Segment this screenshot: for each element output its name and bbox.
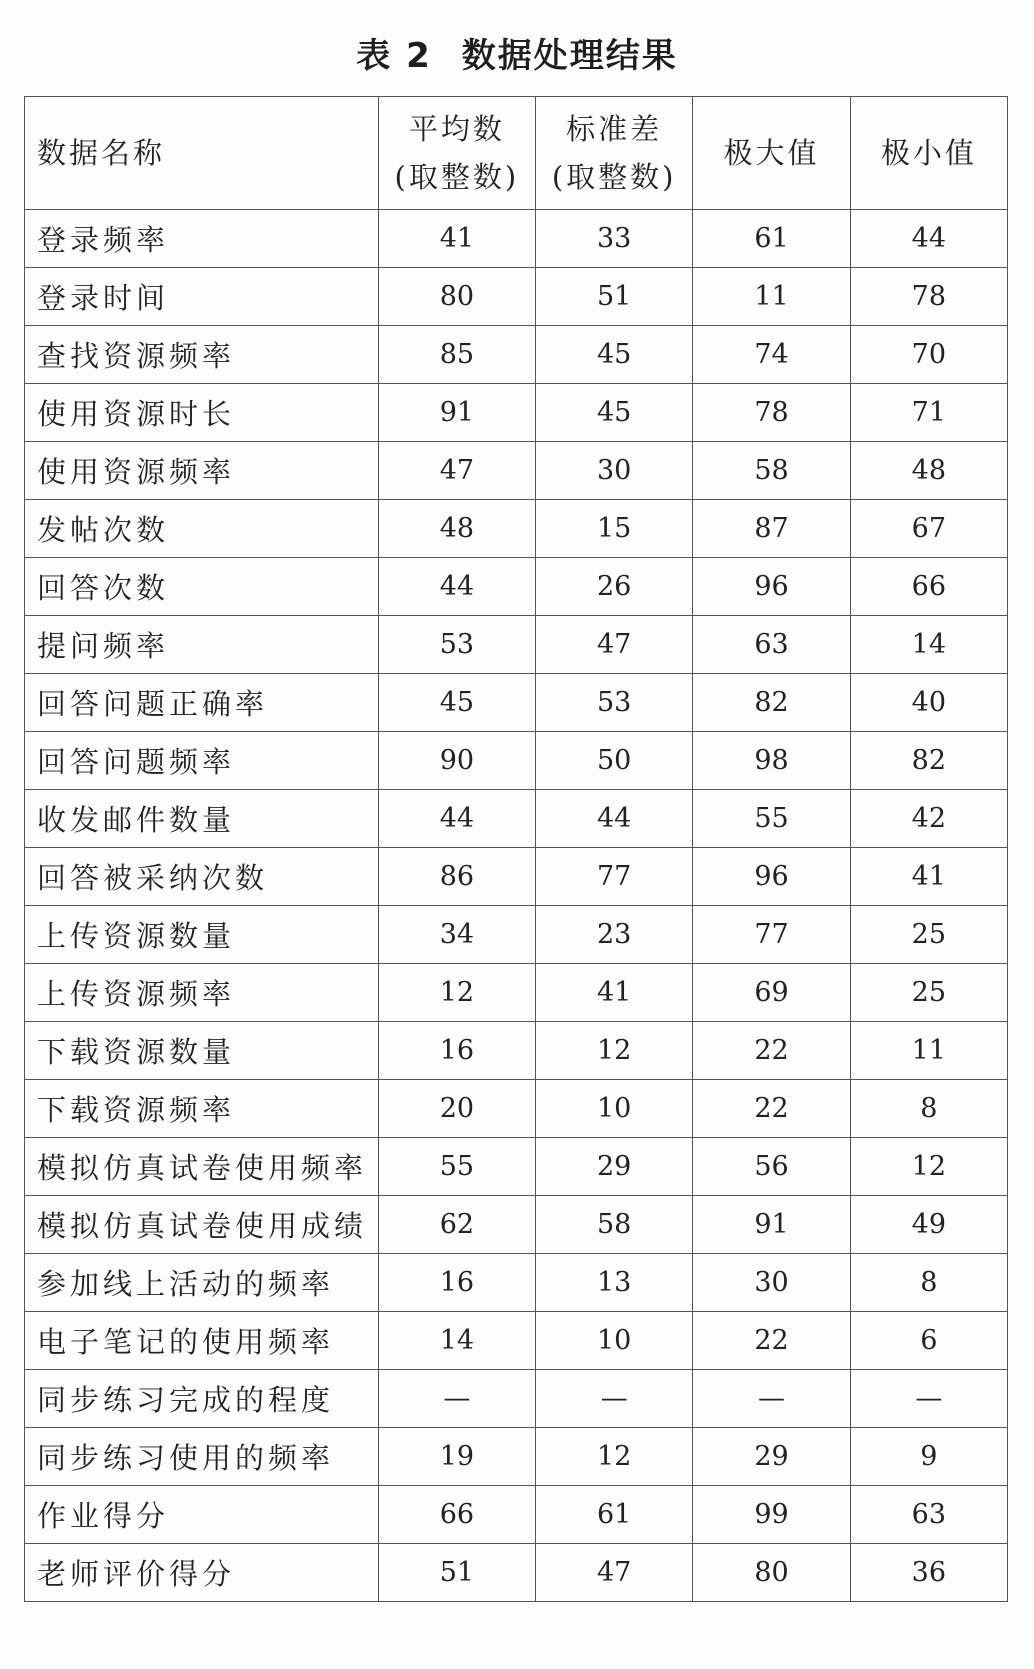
cell-max: 82 — [693, 674, 850, 732]
cell-std: — — [536, 1370, 693, 1428]
header-min: 极小值 — [850, 97, 1007, 210]
cell-std: 50 — [536, 732, 693, 790]
table-row — [25, 384, 1008, 442]
header-max: 极大值 — [693, 97, 850, 210]
cell-std: 58 — [536, 1196, 693, 1254]
cell-name: 使用资源频率 — [25, 442, 379, 500]
cell-max: 80 — [693, 1544, 850, 1602]
cell-max: 96 — [693, 848, 850, 906]
cell-max: 99 — [693, 1486, 850, 1544]
cell-name: 模拟仿真试卷使用成绩 — [25, 1196, 379, 1254]
cell-max: 69 — [693, 964, 850, 1022]
cell-mean: 19 — [378, 1428, 535, 1486]
table-row — [25, 674, 1008, 732]
cell-std: 77 — [536, 848, 693, 906]
header-row — [25, 97, 1008, 210]
table-row — [25, 210, 1008, 268]
cell-mean: 44 — [378, 790, 535, 848]
table-row — [25, 442, 1008, 500]
cell-name: 同步练习使用的频率 — [25, 1428, 379, 1486]
header-mean-line1: 平均数 — [408, 112, 505, 146]
cell-mean: 34 — [378, 906, 535, 964]
cell-max: 58 — [693, 442, 850, 500]
table-title: 数据处理结果 — [461, 36, 678, 76]
cell-mean: 62 — [378, 1196, 535, 1254]
cell-max: 56 — [693, 1138, 850, 1196]
table-row — [25, 1196, 1008, 1254]
cell-mean: 16 — [378, 1022, 535, 1080]
cell-std: 47 — [536, 1544, 693, 1602]
cell-mean: 85 — [378, 326, 535, 384]
cell-min: 11 — [850, 1022, 1007, 1080]
cell-max: 22 — [693, 1312, 850, 1370]
cell-std: 45 — [536, 384, 693, 442]
cell-min: 66 — [850, 558, 1007, 616]
cell-max: — — [693, 1370, 850, 1428]
cell-max: 22 — [693, 1022, 850, 1080]
table-row — [25, 848, 1008, 906]
cell-std: 44 — [536, 790, 693, 848]
cell-mean: 12 — [378, 964, 535, 1022]
cell-min: 44 — [850, 210, 1007, 268]
table-row — [25, 732, 1008, 790]
table-row — [25, 964, 1008, 1022]
cell-name: 下载资源频率 — [25, 1080, 379, 1138]
cell-mean: 91 — [378, 384, 535, 442]
table-row — [25, 1544, 1008, 1602]
cell-mean: 45 — [378, 674, 535, 732]
cell-min: 49 — [850, 1196, 1007, 1254]
header-std — [536, 97, 693, 210]
header-mean — [378, 97, 535, 210]
cell-mean: 86 — [378, 848, 535, 906]
cell-min: 8 — [850, 1254, 1007, 1312]
cell-std: 47 — [536, 616, 693, 674]
cell-min: 36 — [850, 1544, 1007, 1602]
cell-mean: 16 — [378, 1254, 535, 1312]
cell-name: 登录频率 — [25, 210, 379, 268]
cell-min: 42 — [850, 790, 1007, 848]
cell-max: 63 — [693, 616, 850, 674]
table-row — [25, 558, 1008, 616]
cell-min: 71 — [850, 384, 1007, 442]
table-row — [25, 906, 1008, 964]
header-mean-line2: (取整数) — [394, 160, 520, 194]
cell-name: 登录时间 — [25, 268, 379, 326]
cell-mean: 90 — [378, 732, 535, 790]
cell-min: 78 — [850, 268, 1007, 326]
cell-max: 96 — [693, 558, 850, 616]
cell-std: 23 — [536, 906, 693, 964]
cell-max: 29 — [693, 1428, 850, 1486]
cell-mean: — — [378, 1370, 535, 1428]
cell-name: 发帖次数 — [25, 500, 379, 558]
cell-std: 29 — [536, 1138, 693, 1196]
cell-max: 77 — [693, 906, 850, 964]
table-row — [25, 1312, 1008, 1370]
cell-name: 回答次数 — [25, 558, 379, 616]
cell-max: 55 — [693, 790, 850, 848]
table-row — [25, 790, 1008, 848]
cell-name: 收发邮件数量 — [25, 790, 379, 848]
table-row — [25, 1370, 1008, 1428]
header-std-line1: 标准差 — [566, 112, 663, 146]
cell-max: 98 — [693, 732, 850, 790]
cell-min: 63 — [850, 1486, 1007, 1544]
cell-min: 40 — [850, 674, 1007, 732]
cell-name: 提问频率 — [25, 616, 379, 674]
cell-mean: 14 — [378, 1312, 535, 1370]
cell-name: 下载资源数量 — [25, 1022, 379, 1080]
cell-mean: 47 — [378, 442, 535, 500]
cell-max: 22 — [693, 1080, 850, 1138]
cell-max: 78 — [693, 384, 850, 442]
table-row — [25, 616, 1008, 674]
table-row — [25, 1080, 1008, 1138]
cell-name: 老师评价得分 — [25, 1544, 379, 1602]
cell-std: 30 — [536, 442, 693, 500]
cell-mean: 66 — [378, 1486, 535, 1544]
cell-min: 6 — [850, 1312, 1007, 1370]
cell-std: 10 — [536, 1080, 693, 1138]
cell-mean: 80 — [378, 268, 535, 326]
table-body — [25, 210, 1008, 1602]
cell-name: 电子笔记的使用频率 — [25, 1312, 379, 1370]
cell-mean: 51 — [378, 1544, 535, 1602]
header-name: 数据名称 — [25, 97, 379, 210]
cell-std: 33 — [536, 210, 693, 268]
cell-min: 25 — [850, 906, 1007, 964]
cell-min: 14 — [850, 616, 1007, 674]
cell-std: 10 — [536, 1312, 693, 1370]
cell-name: 同步练习完成的程度 — [25, 1370, 379, 1428]
cell-std: 12 — [536, 1022, 693, 1080]
cell-std: 12 — [536, 1428, 693, 1486]
table-row — [25, 268, 1008, 326]
cell-min: 41 — [850, 848, 1007, 906]
cell-std: 53 — [536, 674, 693, 732]
cell-max: 11 — [693, 268, 850, 326]
cell-max: 91 — [693, 1196, 850, 1254]
cell-min: 82 — [850, 732, 1007, 790]
cell-std: 61 — [536, 1486, 693, 1544]
cell-name: 回答被采纳次数 — [25, 848, 379, 906]
table-row — [25, 1022, 1008, 1080]
cell-mean: 53 — [378, 616, 535, 674]
cell-min: — — [850, 1370, 1007, 1428]
cell-mean: 55 — [378, 1138, 535, 1196]
cell-max: 30 — [693, 1254, 850, 1312]
cell-name: 参加线上活动的频率 — [25, 1254, 379, 1312]
cell-std: 41 — [536, 964, 693, 1022]
cell-max: 87 — [693, 500, 850, 558]
table-row — [25, 1138, 1008, 1196]
cell-mean: 44 — [378, 558, 535, 616]
cell-min: 9 — [850, 1428, 1007, 1486]
cell-name: 模拟仿真试卷使用频率 — [25, 1138, 379, 1196]
cell-min: 70 — [850, 326, 1007, 384]
table-number: 表 2 — [356, 36, 432, 76]
cell-std: 51 — [536, 268, 693, 326]
table-row — [25, 326, 1008, 384]
table-row — [25, 1428, 1008, 1486]
cell-mean: 20 — [378, 1080, 535, 1138]
cell-name: 上传资源频率 — [25, 964, 379, 1022]
header-std-line2: (取整数) — [551, 160, 677, 194]
cell-mean: 48 — [378, 500, 535, 558]
cell-max: 74 — [693, 326, 850, 384]
cell-std: 45 — [536, 326, 693, 384]
cell-std: 26 — [536, 558, 693, 616]
data-table — [24, 96, 1008, 1602]
cell-std: 15 — [536, 500, 693, 558]
table-row — [25, 1254, 1008, 1312]
cell-name: 查找资源频率 — [25, 326, 379, 384]
cell-std: 13 — [536, 1254, 693, 1312]
cell-max: 61 — [693, 210, 850, 268]
cell-name: 回答问题频率 — [25, 732, 379, 790]
table-caption — [0, 28, 1034, 77]
cell-name: 上传资源数量 — [25, 906, 379, 964]
cell-min: 48 — [850, 442, 1007, 500]
table-row — [25, 500, 1008, 558]
cell-min: 25 — [850, 964, 1007, 1022]
cell-min: 67 — [850, 500, 1007, 558]
cell-name: 使用资源时长 — [25, 384, 379, 442]
cell-mean: 41 — [378, 210, 535, 268]
cell-min: 12 — [850, 1138, 1007, 1196]
table-row — [25, 1486, 1008, 1544]
cell-name: 作业得分 — [25, 1486, 379, 1544]
cell-name: 回答问题正确率 — [25, 674, 379, 732]
cell-min: 8 — [850, 1080, 1007, 1138]
